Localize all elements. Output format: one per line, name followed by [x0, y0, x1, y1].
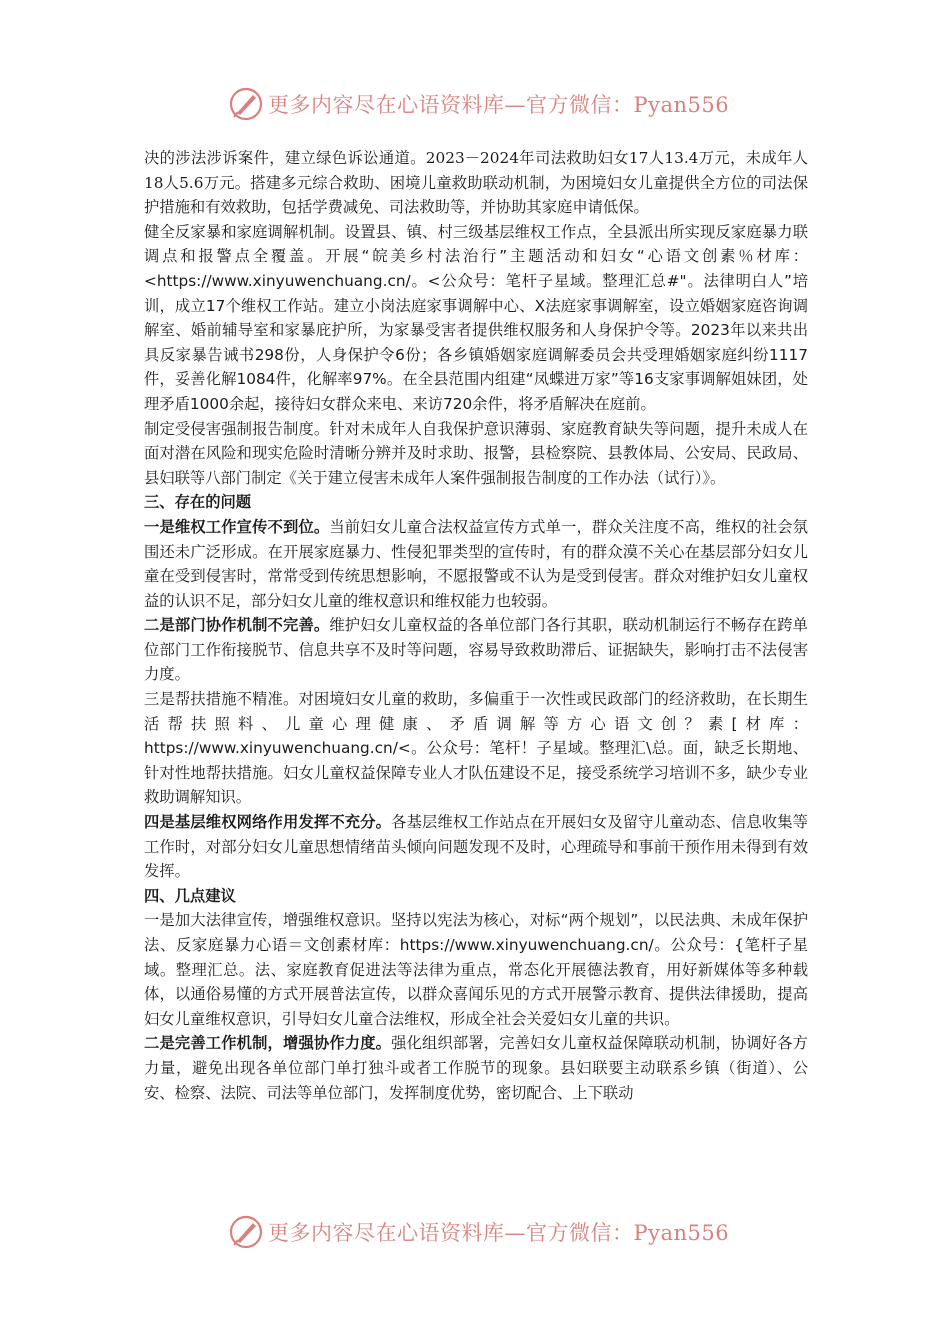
- paragraph-text: 一是加大法律宣传，增强维权意识。坚持以宪法为核心，对标“两个规划”，以民法典、未成年保护法、反家庭暴力心语＝文创素材库：https://www.xinyuwenchuang.cn/。公众号：{笔杆子星域。整理汇总。法、家庭教育促进法等法律为重点，常态化开展德法教育，用好新媒体等多种载体，以通俗易懂的方式开展普法宣传，以群众喜闻乐见的方式开展警示教育、提供法律援助，提高妇女儿童维权意识，引导妇女儿童合法维权，形成全社会关爱妇女儿童的共识。: [144, 911, 808, 1028]
- section-heading: 四、几点建议: [144, 886, 236, 905]
- paragraph-text: 强化组织部署，完善妇女儿童权益保障联动机制，协调好各方力量，避免出现各单位部门单打独斗或者工作脱节的现象。县妇联要主动联系乡镇（街道）、公安、检察、法院、司法等单位部门，发挥制度优势，密切配合、上下联动: [144, 1034, 808, 1102]
- paragraph-text: 维护妇女儿童权益的各单位部门各行其职，联动机制运行不畅存在跨单位部门工作衔接脱节、信息共享不及时等问题，容易导致救助滞后、证据缺失，影响打击不法侵害力度。: [144, 616, 808, 684]
- paragraph-text: 当前妇女儿童合法权益宣传方式单一，群众关注度不高，维权的社会氛围还未广泛形成。在开展家庭暴力、性侵犯罪类型的宣传时，有的群众漠不关心在基层部分妇女儿童在受到侵害时，常常受到传统思想影响，不愿报警或不认为是受到侵害。群众对维护妇女儿童权益的认识不足，部分妇女儿童的维权意识和维权能力也较弱。: [144, 517, 808, 610]
- quill-logo-icon: [228, 1214, 264, 1250]
- paragraph-text: 健全反家暴和家庭调解机制。设置县、镇、村三级基层维权工作点，全县派出所实现反家庭暴力联调点和报警点全覆盖。开展“皖美乡村法治行”主题活动和妇女“心语文创素％材库：<https://www.xinyuwenchuang.cn/。<公众号：笔杆子星域。整理汇总#"。法律明白人”培训，成立17个维权工作站。建立小岗法庭家事调解中心、X法庭家事调解室，设立婚姻家庭咨询调解室、婚前辅导室和家暴庇护所，为家暴受害者提供维权服务和人身保护令等。2023年以来共出具反家暴告诫书298份，人身保护令6份；各乡镇婚姻家庭调解委员会共受理婚姻家庭纠纷1117件，妥善化解1084件，化解率97%。在全县范围内组建“凤蝶进万家”等16支家事调解姐妹团，处理矛盾1000余起，接待妇女群众来电、来访720余件，将矛盾解决在庭前。: [144, 222, 808, 413]
- watermark-text: 更多内容尽在心语资料库—官方微信：Pyan556: [268, 1221, 730, 1245]
- body-paragraph: [144, 908, 808, 1031]
- body-paragraph: [144, 1031, 808, 1105]
- document-body: [144, 146, 808, 1105]
- body-paragraph: [144, 490, 808, 515]
- watermark-banner-bottom: [0, 1212, 950, 1252]
- paragraph-text: 各基层维权工作站点在开展妇女及留守儿童动态、信息收集等工作时，对部分妇女儿童思想情绪苗头倾向问题发现不及时，心理疏导和事前干预作用未得到有效发挥。: [144, 813, 808, 881]
- body-paragraph: [144, 220, 808, 417]
- watermark-text: 更多内容尽在心语资料库—官方微信：Pyan556: [268, 93, 730, 117]
- body-paragraph: [144, 613, 808, 687]
- body-paragraph: [144, 687, 808, 810]
- body-paragraph: [144, 810, 808, 884]
- body-paragraph: [144, 146, 808, 220]
- paragraph-lead: 四是基层维权网络作用发挥不充分。: [144, 813, 392, 832]
- body-paragraph: [144, 884, 808, 909]
- body-paragraph: [144, 515, 808, 613]
- quill-logo-icon: [228, 86, 264, 122]
- paragraph-lead: 二是部门协作机制不完善。: [144, 616, 330, 635]
- paragraph-text: 制定受侵害强制报告制度。针对未成年人自我保护意识薄弱、家庭教育缺失等问题，提升未成人在面对潜在风险和现实危险时清晰分辨并及时求助、报警，县检察院、县教体局、公安局、民政局、县妇联等八部门制定《关于建立侵害未成年人案件强制报告制度的工作办法（试行）》。: [144, 419, 808, 487]
- paragraph-text: 三是帮扶措施不精准。对困境妇女儿童的救助，多偏重于一次性或民政部门的经济救助，在长期生活帮扶照料、儿童心理健康、矛盾调解等方心语文创？素[材库：https://www.xinyuwenchuang.cn/<。公众号：笔杆！子星域。整理汇\总。面，缺乏长期地、针对性地帮扶措施。妇女儿童权益保障专业人才队伍建设不足，接受系统学习培训不多，缺少专业救助调解知识。: [144, 690, 808, 807]
- section-heading: 三、存在的问题: [144, 493, 252, 512]
- watermark-banner-top: [0, 84, 950, 124]
- body-paragraph: [144, 417, 808, 491]
- paragraph-lead: 一是维权工作宣传不到位。: [144, 517, 330, 536]
- paragraph-lead: 二是完善工作机制，增强协作力度。: [144, 1034, 392, 1053]
- paragraph-text: 决的涉法涉诉案件，建立绿色诉讼通道。2023－2024年司法救助妇女17人13.4万元，未成年人18人5.6万元。搭建多元综合救助、困境儿童救助联动机制，为困境妇女儿童提供全方位的司法保护措施和有效救助，包括学费减免、司法救助等，并协助其家庭申请低保。: [144, 149, 808, 217]
